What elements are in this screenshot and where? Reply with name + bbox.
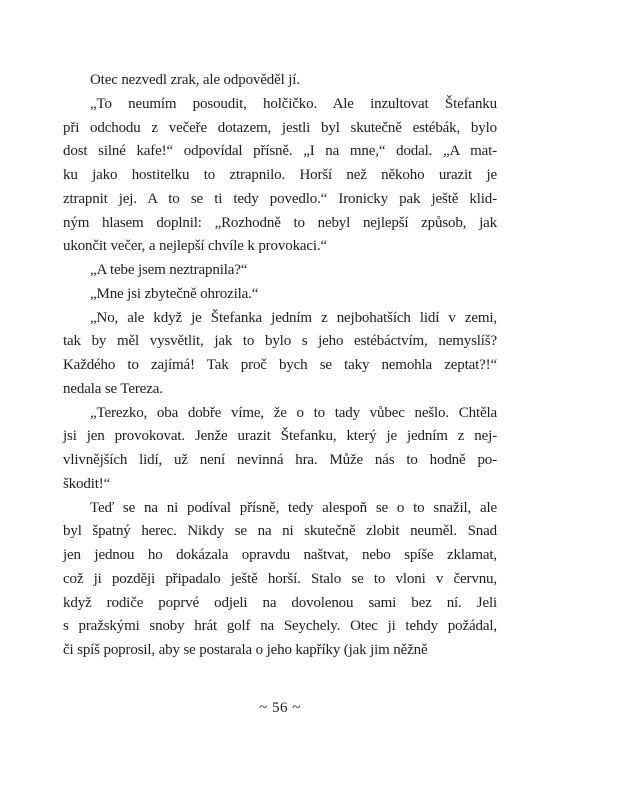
page-text (63, 69, 497, 663)
text-line: či spíš poprosil, aby se postarala o jeho kapříky (jak jim něžně (63, 642, 428, 658)
text-line: škodit!“ (63, 475, 111, 492)
paragraph (63, 283, 497, 307)
text-line: Teď se na ni podíval přísně, tedy alespoň se o to snažil, ale (90, 499, 497, 516)
text-line: dost silné kafe!“ odpovídal přísně. „I na mne,“ dodal. „A mat- (63, 143, 497, 160)
text-line: „Mne jsi zbytečně ohrozila.“ (90, 285, 259, 302)
text-line: „A tebe jsem neztrapnila?“ (90, 262, 248, 278)
text-line: ztrapnit jej. A to se ti tedy povedlo.“ Ironicky pak ještě klid- (63, 190, 497, 207)
text-line: ným hlasem doplnil: „Rozhodně to nebyl nejlepší způsob, jak (63, 214, 497, 231)
paragraph (63, 497, 497, 663)
page-number: ~ 56 ~ (259, 700, 301, 716)
paragraph (63, 69, 497, 93)
text-line: ku jako hostitelku to ztrapnilo. Horší než někoho urazit je (63, 167, 497, 183)
paragraph (63, 93, 497, 259)
text-line: Otec nezvedl zrak, ale odpověděl jí. (90, 72, 300, 88)
text-line: ukončit večer, a nejlepší chvíle k provokaci.“ (63, 238, 328, 255)
text-line: jen jednou ho dokázala opravdu naštvat, nebo spíše zklamat, (63, 547, 497, 563)
paragraph (63, 259, 497, 283)
text-line: když rodiče poprvé odjeli na dovolenou sami bez ní. Jeli (63, 594, 497, 611)
text-line: „Terezko, oba dobře víme, že o to tady vůbec nešlo. Chtěla (90, 404, 497, 421)
text-line: „No, ale když je Štefanka jedním z nejbohatších lidí v zemi, (90, 309, 497, 326)
paragraph (63, 402, 497, 497)
page-footer (63, 697, 497, 721)
text-line: Každého to zajímá! Tak proč bych se taky nemohla zeptat?!“ (63, 357, 497, 373)
text-line: tak by měl vysvětlit, jak to bylo s jeho estébáctvím, nemyslíš? (63, 333, 497, 350)
text-line: s pražskými snoby hrát golf na Seychely. Otec ji tehdy požádal, (63, 618, 497, 635)
text-line: „To neumím posoudit, holčičko. Ale inzultovat Štefanku (90, 95, 497, 112)
text-line: což ji později připadalo ještě horší. Stalo se to vloni v červnu, (63, 570, 497, 587)
text-line: jsi jen provokovat. Jenže urazit Štefanku, který je jedním z nej- (63, 428, 497, 445)
text-line: při odchodu z večeře dotazem, jestli byl skutečně estébák, bylo (63, 119, 497, 136)
text-line: nedala se Tereza. (63, 380, 163, 397)
text-line: vlivnějších lidí, už není nevinná hra. Může nás to hodně po- (63, 452, 497, 468)
text-line: byl špatný herec. Nikdy se na ni skutečně zlobit neuměl. Snad (63, 523, 497, 540)
paragraph (63, 307, 497, 402)
